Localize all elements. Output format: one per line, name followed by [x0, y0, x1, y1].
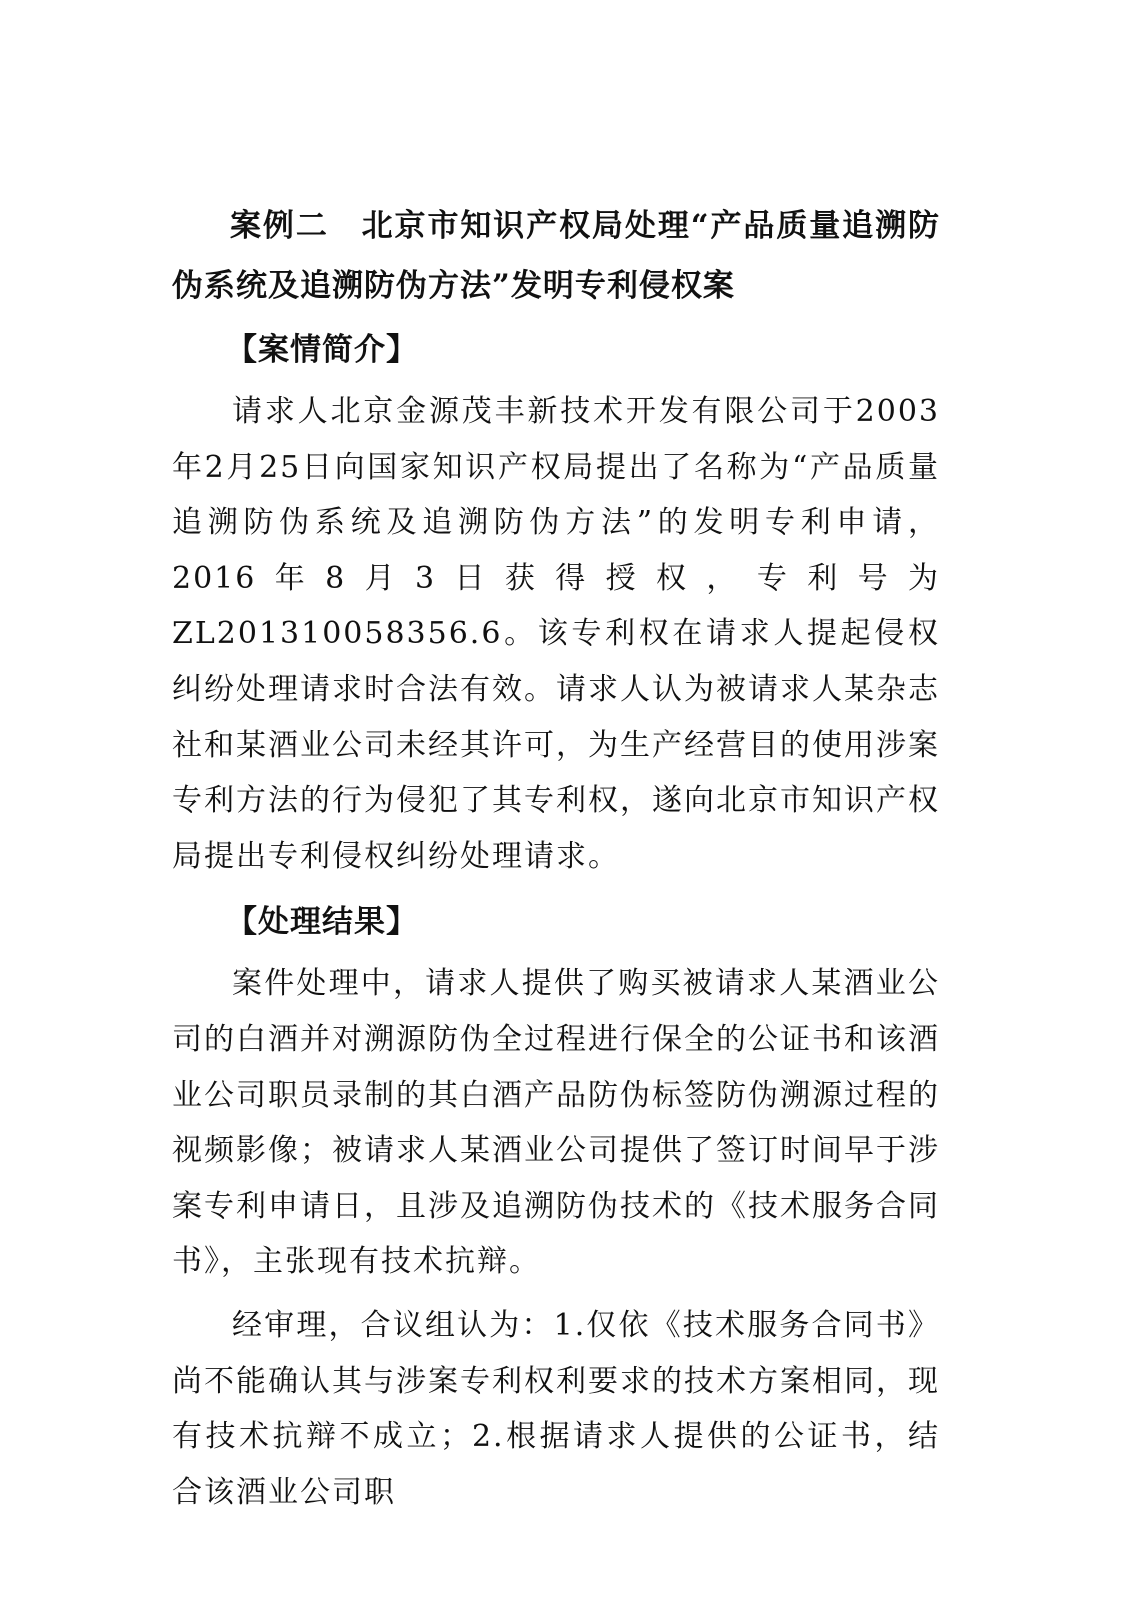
- section-heading-result: 【处理结果】: [226, 904, 418, 941]
- case-summary-paragraph: 请求人北京金源茂丰新技术开发有限公司于2003年2月25日向国家知识产权局提出了名称为“产品质量追溯防伪系统及追溯防伪方法”的发明专利申请，2016年8月3日获得授权，专利号为ZL201310058356.6。该专利权在请求人提起侵权纠纷处理请求时合法有效。请求人认为被请求人某杂志社和某酒业公司未经其许可，为生产经营目的使用涉案专利方法的行为侵犯了其专利权，遂向北京市知识产权局提出专利侵权纠纷处理请求。: [172, 394, 940, 874]
- result-paragraph-1: 案件处理中，请求人提供了购买被请求人某酒业公司的白酒并对溯源防伪全过程进行保全的公证书和该酒业公司职员录制的其白酒产品防伪标签防伪溯源过程的视频影像；被请求人某酒业公司提供了签订时间早于涉案专利申请日，且涉及追溯防伪技术的《技术服务合同书》，主张现有技术抗辩。: [172, 966, 940, 1280]
- result-paragraph-2: 经审理，合议组认为：1.仅依《技术服务合同书》尚不能确认其与涉案专利权利要求的技术方案相同，现有技术抗辩不成立；2.根据请求人提供的公证书，结合该酒业公司职: [172, 1307, 940, 1510]
- section-heading-case-summary: 【案情简介】: [226, 332, 418, 368]
- case-title: 案例二 北京市知识产权局处理“产品质量追溯防伪系统及追溯防伪方法”发明专利侵权案: [172, 208, 940, 304]
- document-body: [172, 196, 940, 1520]
